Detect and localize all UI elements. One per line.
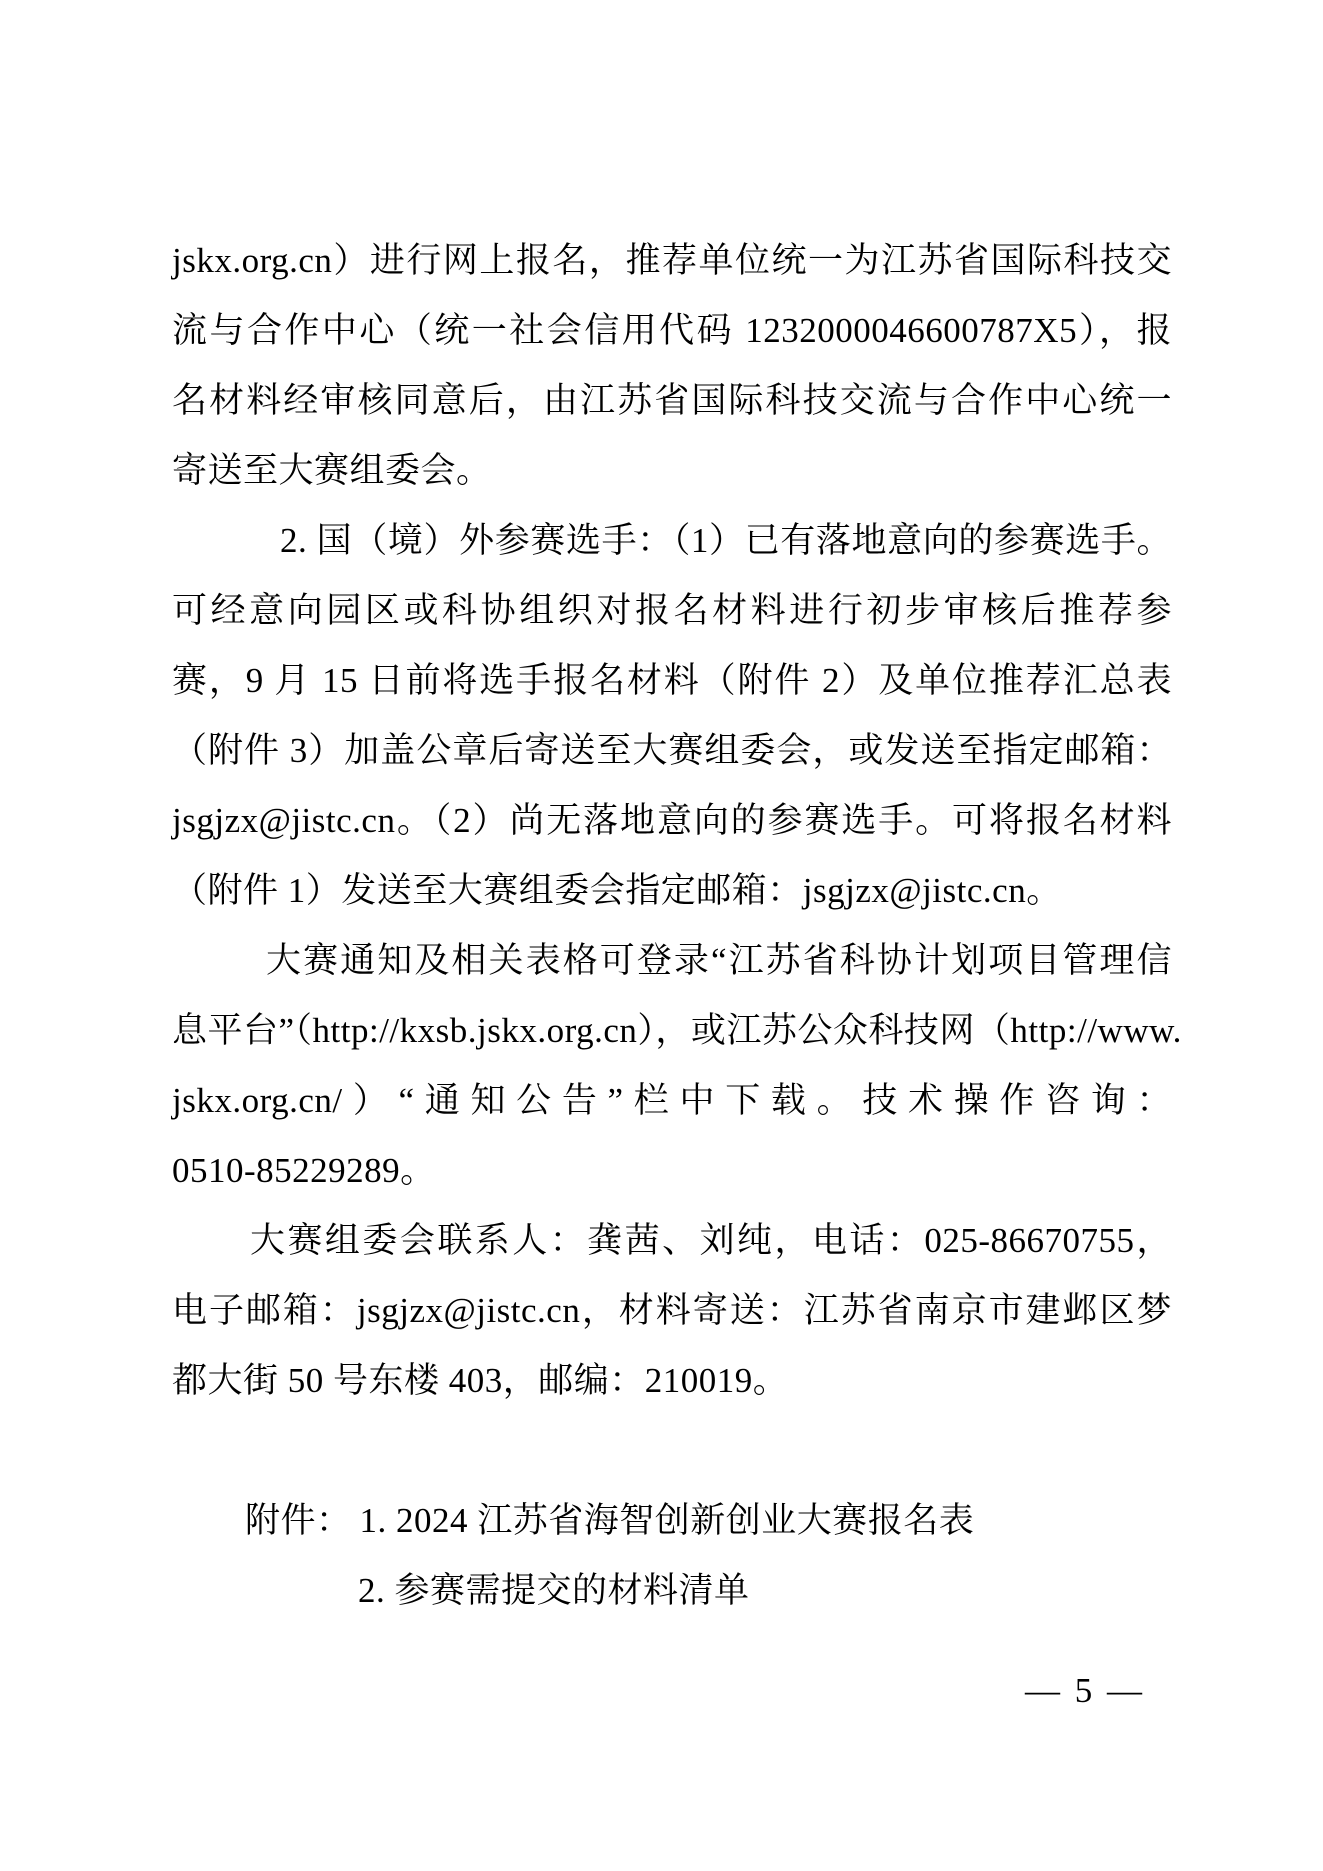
attachment-item: 2. 参赛需提交的材料清单 <box>358 1571 750 1610</box>
attachments-section <box>172 1486 1172 1626</box>
body-line: 名材料经审核同意后，由江苏省国际科技交流与合作中心统一 <box>172 381 1172 420</box>
body-line: 2. 国（境）外参赛选手：（1）已有落地意向的参赛选手。 <box>280 521 1172 560</box>
body-line: （附件 3）加盖公章后寄送至大赛组委会，或发送至指定邮箱： <box>172 731 1172 770</box>
document-body <box>172 226 1182 1626</box>
page-number: — 5 — <box>1025 1671 1145 1710</box>
body-line: 0510-85229289。 <box>172 1151 436 1190</box>
body-line: 流与合作中心（统一社会信用代码 1232000046600787X5），报 <box>172 311 1172 350</box>
body-line: 大赛组委会联系人：龚茜、刘纯，电话：025-86670755， <box>250 1221 1172 1260</box>
body-line: 息平台”（http://kxsb.jskx.org.cn），或江苏公众科技网（http://www. <box>172 1011 1182 1050</box>
body-line: 都大街 50 号东楼 403，邮编：210019。 <box>172 1361 789 1400</box>
body-line: jsgjzx@jistc.cn。（2）尚无落地意向的参赛选手。可将报名材料 <box>172 801 1172 840</box>
attachment-line <box>172 1486 1172 1556</box>
attachment-line <box>172 1556 1172 1626</box>
body-line: （附件 1）发送至大赛组委会指定邮箱：jsgjzx@jistc.cn。 <box>172 871 1062 910</box>
body-line: jskx.org.cn）进行网上报名，推荐单位统一为江苏省国际科技交 <box>172 241 1172 280</box>
body-line: 寄送至大赛组委会。 <box>172 451 492 490</box>
attachments-label: 附件： <box>245 1501 352 1540</box>
body-line: 可经意向园区或科协组织对报名材料进行初步审核后推荐参 <box>172 591 1172 630</box>
body-line: 电子邮箱：jsgjzx@jistc.cn，材料寄送：江苏省南京市建邺区梦 <box>172 1291 1172 1330</box>
body-line: 大赛通知及相关表格可登录“江苏省科协计划项目管理信 <box>266 941 1172 980</box>
blank-line <box>172 1416 1172 1486</box>
body-line: 赛，9 月 15 日前将选手报名材料（附件 2）及单位推荐汇总表 <box>172 661 1172 700</box>
attachment-item: 1. 2024 江苏省海智创新创业大赛报名表 <box>359 1501 975 1540</box>
body-line: jskx.org.cn/）“通知公告”栏中下载。技术操作咨询： <box>172 1081 1172 1120</box>
